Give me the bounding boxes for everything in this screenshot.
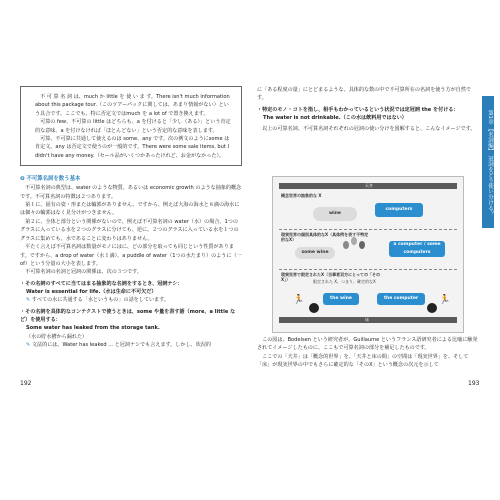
page-number-right: 193 bbox=[468, 380, 480, 387]
explanation-box bbox=[20, 86, 242, 166]
body-paragraph: 以上の可算名詞、不可算名詞それぞれの冠詞の使い分けを図解すると、こんなイメージです。 bbox=[257, 126, 476, 133]
article-diagram bbox=[272, 176, 464, 333]
body-paragraph: 平たく言えば不可算名詞は数量がモノにはに、どの部分を取っても同じという性質があります。ですから、a drop of water（水１滴）、a puddle of water（1つの水たまり）のように（一 of）という分量の大小を表します。 bbox=[20, 244, 242, 267]
balloon-icon bbox=[343, 241, 349, 249]
wine-cloud: wine bbox=[313, 207, 357, 221]
the-computer-cloud: the computer bbox=[377, 293, 425, 305]
row-divider bbox=[279, 229, 457, 230]
floor-bar bbox=[279, 317, 457, 323]
person-icon: 🏃 bbox=[293, 295, 305, 305]
computers-cloud: computers bbox=[375, 203, 423, 217]
some-wine-cloud: some wine bbox=[295, 247, 335, 259]
box-paragraph: 可算、不可算に共通して使えるのは some、any です。次の例文のようにsome は肯定文、any は否定文で使うのが一般的です。There were some sale items, but I didn't have any money.（セール品がいくつかあったけれど、お金がなかった）。 bbox=[35, 136, 230, 159]
ceiling-bar bbox=[279, 183, 457, 189]
body-paragraph: 不可算名詞の名詞と冠詞の関係は、次の３つです。 bbox=[20, 269, 142, 276]
person-icon: 🏃 bbox=[439, 295, 451, 305]
pencil-icon: ✎ bbox=[26, 341, 31, 348]
section-heading: ❷ 不可算名詞を数う基本 bbox=[20, 176, 81, 183]
balloon-icon bbox=[359, 241, 365, 249]
body-paragraph: 第１に、固有の姿・形または輪郭がありません。ですから、例えば大海の海水と８滴の海水には個々の輪郭はなく見分けがつきません。 bbox=[20, 202, 240, 217]
the-wine-cloud: the wine bbox=[323, 293, 359, 305]
ball-icon bbox=[309, 303, 319, 313]
example-note bbox=[26, 296, 242, 304]
ball-icon bbox=[427, 303, 437, 313]
right-bottom-text bbox=[257, 336, 479, 370]
note-text: すべての水に共通する「水というもの」の話をしています。 bbox=[31, 297, 169, 304]
row3-sublabel: 限定された X、つまり、確定的なX bbox=[313, 279, 376, 284]
box-paragraph: 不 可 算 名 詞 は、much か little を 使 い ま す。There isn't much information about this package tour.（このツアーパックに関しては、あまり情報がない）という具合です。ここでも、特に否定文ではmuch を a lot of で置き換えます。 bbox=[35, 94, 230, 117]
rule-bullet: ・その名詞のすべてに当てはまる抽象的な名詞をするとき、冠詞ナシ： bbox=[20, 280, 183, 287]
example-note bbox=[26, 341, 242, 349]
body-paragraph: 第２に、全体と部分という関係がないので、例えば不可算名詞の water（水）の場合、1つのグラスに入っている水を２つのグラスに分けても、逆に、２つのグラスに入っている水を１つのグラスに集めても、水であることに変わりはありません。 bbox=[20, 218, 239, 242]
body-paragraph: に「ある程度の量」にとどまるような、具体的な数の中で不可算所在の名詞を使う方が自然です。 bbox=[257, 87, 471, 102]
balloon-icon bbox=[351, 237, 357, 245]
pencil-icon: ✎ bbox=[26, 297, 31, 304]
ceiling-label: 天井 bbox=[365, 183, 373, 188]
rule-bullet: ・その名詞を具体的なコンテクストで使うときは、some や量を表す語（more、a little など）を使用する： bbox=[20, 308, 236, 323]
example-translation: （水の貯水槽から漏れた） bbox=[26, 333, 88, 340]
note-text: 文法的には、Water has leaked ... と冠詞ナシでも言えます。しかし、状況的 bbox=[31, 341, 211, 348]
floor-label: 床 bbox=[365, 317, 369, 322]
body-paragraph: 不可算名詞の典型は、water のような物質、あるいは economic growth のような抽象的概念です。不可算名詞の特徴は２つあります。 bbox=[20, 185, 242, 200]
row-divider bbox=[279, 269, 457, 270]
row2-label: 現実世界の個別具体的なX（具体例を表す不特定的なX） bbox=[281, 232, 369, 242]
left-page bbox=[20, 86, 242, 376]
row3-label: 現実世界で限定されたX（当事者双方にとっての「そのX」） bbox=[281, 272, 381, 282]
example-sentence: The water is not drinkable.（この水は飲料用ではない） bbox=[263, 115, 407, 122]
a-computer-cloud: a computer / some computers bbox=[389, 241, 445, 257]
body-paragraph: この図は、Bodelsen という研究者が、Guillaume というフランス語研究者による比喩に触発されてイメージしたものに、ここもで可算名詞の部分を補足したものです。 bbox=[257, 337, 478, 352]
rule-bullet: ・特定のモノ・コトを指し、相手もわかっているという状況では定冠詞 the を付ける： bbox=[257, 106, 459, 113]
example-sentence: Some water has leaked from the storage tank. bbox=[26, 325, 160, 332]
example-sentence: Water is essential for life.（水は生命に不可欠だ） bbox=[26, 289, 157, 296]
body-paragraph: ここでの「天井」は「概念的世界」を、「天井と床の間」の空間は「現実世界」を、そして「床」が現実世界の中でもさらに確定的な「そのX」という概念の次元を示して bbox=[257, 353, 469, 369]
box-paragraph: 可算の few、不可算の little はどちらも、a を付けると「少し（ある）」という肯定的な意味、a を付けなければ「ほとんどない」という否定的な意味を表します。 bbox=[35, 119, 231, 134]
page-number-left: 192 bbox=[20, 380, 32, 387]
row1-label: 概念世界の抽象的な X bbox=[281, 193, 322, 198]
chapter-tab: 第1章 【名詞編】 冠詞をどう使い分ける？ bbox=[482, 96, 494, 228]
